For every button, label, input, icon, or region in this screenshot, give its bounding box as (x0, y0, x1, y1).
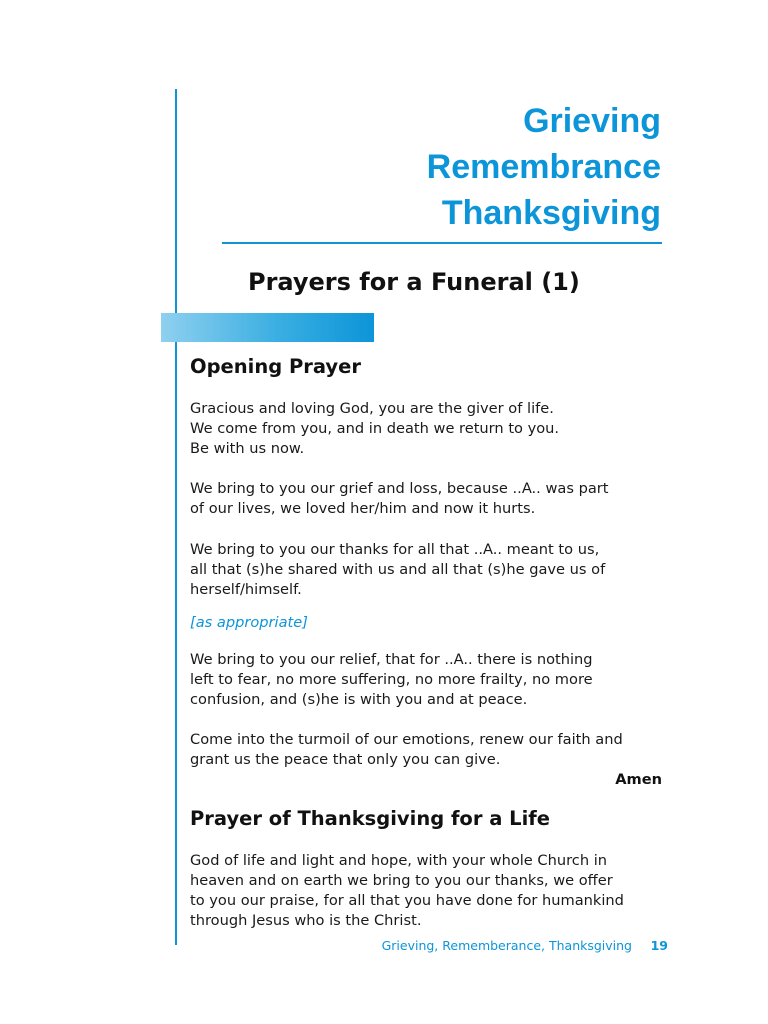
page-number: 19 (650, 938, 668, 953)
opening-paragraph-1 (190, 399, 662, 459)
opening-paragraph-5 (190, 730, 662, 770)
text-line: We come from you, and in death we return to you. (190, 420, 560, 437)
title-divider (222, 242, 662, 244)
decorative-gradient-bar (161, 313, 374, 342)
text-line: to you our praise, for all that you have done for humankind (190, 892, 624, 909)
text-line: Gracious and loving God, you are the giver of life. (190, 400, 554, 417)
running-footer: Grieving, Rememberance, Thanksgiving (381, 938, 632, 953)
text-line: through Jesus who is the Christ. (190, 912, 422, 929)
text-line: of our lives, we loved her/him and now it hurts. (190, 500, 536, 517)
text-line: We bring to you our relief, that for ..A.. there is nothing (190, 651, 593, 668)
opening-paragraph-3 (190, 540, 662, 600)
title-remembrance: Remembrance (426, 148, 661, 186)
margin-rule (175, 89, 177, 945)
text-line: heaven and on earth we bring to you our thanks, we offer (190, 872, 613, 889)
heading-thanksgiving-prayer: Prayer of Thanksgiving for a Life (190, 807, 550, 830)
text-line: We bring to you our grief and loss, because ..A.. was part (190, 480, 609, 497)
title-thanksgiving: Thanksgiving (441, 194, 661, 232)
text-line: Be with us now. (190, 440, 305, 457)
amen-response: Amen (615, 771, 662, 788)
opening-paragraph-2 (190, 479, 662, 519)
text-line: grant us the peace that only you can give. (190, 751, 501, 768)
text-line: left to fear, no more suffering, no more frailty, no more (190, 671, 593, 688)
text-line: confusion, and (s)he is with you and at peace. (190, 691, 528, 708)
text-line: all that (s)he shared with us and all that (s)he gave us of (190, 561, 606, 578)
opening-paragraph-4 (190, 650, 662, 710)
text-line: herself/himself. (190, 581, 302, 598)
heading-opening-prayer: Opening Prayer (190, 355, 361, 378)
text-line: Come into the turmoil of our emotions, renew our faith and (190, 731, 623, 748)
page-subtitle: Prayers for a Funeral (1) (248, 268, 580, 296)
rubric-note: [as appropriate] (190, 614, 308, 631)
thanksgiving-paragraph-1 (190, 851, 662, 931)
text-line: God of life and light and hope, with your whole Church in (190, 852, 608, 869)
title-grieving: Grieving (523, 102, 661, 140)
text-line: We bring to you our thanks for all that ..A.. meant to us, (190, 541, 600, 558)
